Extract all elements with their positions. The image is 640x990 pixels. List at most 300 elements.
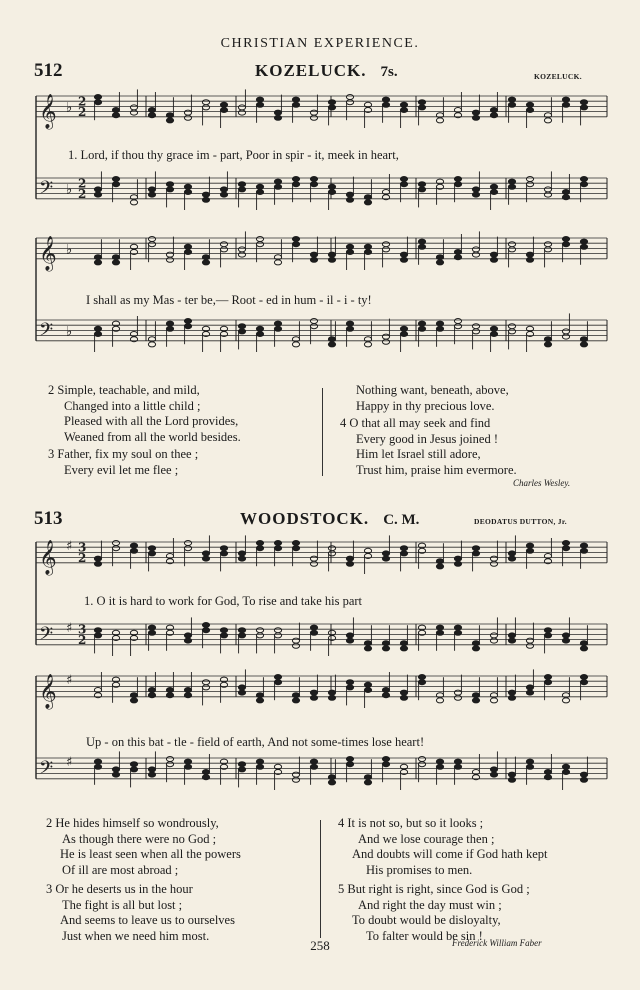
note-head <box>418 675 425 680</box>
note-head <box>256 102 263 107</box>
note-head <box>274 184 281 189</box>
note-head <box>364 682 371 687</box>
note-head <box>580 646 587 651</box>
note-head <box>454 255 461 260</box>
note-head <box>274 110 281 115</box>
note-head <box>274 541 281 546</box>
note-head <box>508 638 515 643</box>
note-head <box>544 680 551 685</box>
verse-line: Nothing want, beneath, above, <box>356 383 509 397</box>
verse <box>46 882 241 944</box>
note-head <box>274 675 281 680</box>
note-head <box>490 184 497 189</box>
key-signature: ♯ <box>66 673 73 689</box>
note-head <box>508 329 515 334</box>
note-head <box>310 324 317 329</box>
note-head <box>508 690 515 695</box>
note-head <box>148 767 155 772</box>
note-head <box>94 633 101 638</box>
note-head <box>346 561 353 566</box>
note-head <box>508 242 515 247</box>
note-head <box>292 97 299 102</box>
note-head <box>544 242 551 247</box>
note-head <box>238 685 245 690</box>
note-head <box>544 770 551 775</box>
verse-line: It is not so, but so it looks ; <box>347 816 484 830</box>
verse-line: Every evil let me flee ; <box>64 462 179 477</box>
note-head <box>346 321 353 326</box>
note-head <box>472 546 479 551</box>
note-head <box>544 675 551 680</box>
note-head <box>472 698 479 703</box>
verse <box>340 383 517 414</box>
note-head <box>292 546 299 551</box>
note-head <box>418 105 425 110</box>
note-head <box>472 329 479 334</box>
note-head <box>112 541 119 546</box>
note-head <box>310 764 317 769</box>
note-head <box>328 342 335 347</box>
note-head <box>292 772 299 777</box>
verse-line: Or he deserts us in the hour <box>55 882 193 896</box>
note-head <box>382 688 389 693</box>
note-head <box>418 244 425 249</box>
note-head <box>526 102 533 107</box>
lyrics-line: 1. Lord, if thou thy grace im - part, Poor in spir - it, meek in heart, <box>68 148 399 162</box>
verse-line: As though there were no God ; <box>62 831 217 846</box>
note-head <box>94 556 101 561</box>
note-head <box>202 556 209 561</box>
column-divider <box>322 388 323 476</box>
note-head <box>472 252 479 257</box>
note-head <box>310 177 317 182</box>
verse-number: 4 <box>340 416 347 430</box>
note-head <box>94 326 101 331</box>
key-signature: ♭ <box>66 182 73 198</box>
note-head <box>274 680 281 685</box>
note-head <box>562 633 569 638</box>
lyrics-line: 1. O it is hard to work for God, To rise and take his part <box>84 594 363 608</box>
note-head <box>148 688 155 693</box>
note-head <box>580 543 587 548</box>
note-head <box>130 110 137 115</box>
note-head <box>148 342 155 347</box>
note-head <box>202 105 209 110</box>
note-head <box>328 690 335 695</box>
note-head <box>526 182 533 187</box>
note-head <box>454 324 461 329</box>
verses-left <box>46 816 241 944</box>
note-head <box>526 638 533 643</box>
note-head <box>580 100 587 105</box>
note-head <box>562 190 569 195</box>
note-head <box>130 105 137 110</box>
note-head <box>580 772 587 777</box>
note-head <box>148 242 155 247</box>
note-head <box>346 757 353 762</box>
note-head <box>238 182 245 187</box>
note-head <box>562 195 569 200</box>
note-head <box>112 177 119 182</box>
note-head <box>436 255 443 260</box>
hymn-number: 512 <box>34 60 63 81</box>
note-head <box>580 177 587 182</box>
key-signature: ♭ <box>66 100 73 116</box>
note-head <box>580 675 587 680</box>
note-head <box>400 551 407 556</box>
note-head <box>382 556 389 561</box>
music-system <box>0 668 640 798</box>
page-header: CHRISTIAN EXPERIENCE. <box>220 36 420 51</box>
note-head <box>346 250 353 255</box>
note-head <box>274 326 281 331</box>
note-head <box>310 110 317 115</box>
note-head <box>274 633 281 638</box>
note-head <box>472 115 479 120</box>
note-head <box>508 556 515 561</box>
note-head <box>292 102 299 107</box>
key-signature: ♭ <box>66 324 73 340</box>
note-head <box>454 625 461 630</box>
note-head <box>490 257 497 262</box>
hymn-composer: DEODATUS DUTTON, Jr. <box>474 517 567 526</box>
note-head <box>184 541 191 546</box>
verse-number: 2 <box>46 816 53 830</box>
note-head <box>310 625 317 630</box>
note-head <box>256 242 263 247</box>
note-head <box>220 633 227 638</box>
note-head <box>328 695 335 700</box>
note-head <box>238 628 245 633</box>
note-head <box>292 698 299 703</box>
verse-line: Father, fix my soul on thee ; <box>57 447 199 461</box>
note-head <box>238 105 245 110</box>
note-head <box>526 548 533 553</box>
note-head <box>526 108 533 113</box>
time-signature: 3 <box>78 540 87 555</box>
note-head <box>346 762 353 767</box>
note-head <box>580 680 587 685</box>
note-head <box>400 646 407 651</box>
verse <box>338 816 547 878</box>
note-head <box>436 630 443 635</box>
note-head <box>256 633 263 638</box>
note-head <box>562 541 569 546</box>
note-head <box>184 184 191 189</box>
note-head <box>580 548 587 553</box>
verses-right <box>340 383 517 478</box>
note-head <box>256 190 263 195</box>
treble-clef: 𝄞 <box>39 235 57 271</box>
note-head <box>364 641 371 646</box>
note-head <box>418 239 425 244</box>
note-head <box>490 190 497 195</box>
note-head <box>148 237 155 242</box>
note-head <box>526 759 533 764</box>
note-head <box>562 97 569 102</box>
author-credit: Charles Wesley. <box>513 478 571 488</box>
note-head <box>184 638 191 643</box>
verse <box>48 447 241 478</box>
note-head <box>220 628 227 633</box>
verse-number: 4 <box>338 816 345 830</box>
note-head <box>562 546 569 551</box>
note-head <box>256 693 263 698</box>
note-head <box>112 113 119 118</box>
note-head <box>490 556 497 561</box>
note-head <box>310 182 317 187</box>
note-head <box>562 242 569 247</box>
note-head <box>148 187 155 192</box>
note-head <box>292 541 299 546</box>
verse <box>338 882 547 944</box>
note-head <box>202 197 209 202</box>
verses-left <box>48 383 241 478</box>
note-head <box>580 777 587 782</box>
note-head <box>364 250 371 255</box>
verse-line: And seems to leave us to ourselves <box>60 913 235 927</box>
note-head <box>364 688 371 693</box>
hymn-title-row <box>240 509 419 529</box>
note-head <box>184 688 191 693</box>
note-head <box>508 179 515 184</box>
note-head <box>454 630 461 635</box>
verse-line: Him let Israel still adore, <box>356 447 481 461</box>
note-head <box>454 690 461 695</box>
note-head <box>94 628 101 633</box>
note-head <box>292 638 299 643</box>
note-head <box>94 255 101 260</box>
note-head <box>220 187 227 192</box>
note-head <box>400 690 407 695</box>
note-head <box>148 108 155 113</box>
note-head <box>490 252 497 257</box>
note-head <box>220 102 227 107</box>
time-signature: 2 <box>78 632 87 647</box>
note-head <box>130 200 137 205</box>
note-head <box>94 187 101 192</box>
note-head <box>562 698 569 703</box>
note-head <box>166 187 173 192</box>
note-head <box>364 195 371 200</box>
note-head <box>418 757 425 762</box>
hymn-meter: 7s. <box>380 64 398 80</box>
note-head <box>472 646 479 651</box>
note-head <box>436 118 443 123</box>
note-head <box>454 177 461 182</box>
note-head <box>148 113 155 118</box>
treble-clef: 𝄞 <box>39 673 57 709</box>
note-head <box>346 244 353 249</box>
note-head <box>346 638 353 643</box>
note-head <box>184 319 191 324</box>
note-head <box>166 326 173 331</box>
note-head <box>202 628 209 633</box>
note-head <box>328 780 335 785</box>
note-head <box>526 543 533 548</box>
note-head <box>274 179 281 184</box>
note-head <box>400 695 407 700</box>
note-head <box>310 695 317 700</box>
note-head <box>382 693 389 698</box>
note-head <box>328 100 335 105</box>
note-head <box>508 772 515 777</box>
note-head <box>508 97 515 102</box>
note-head <box>256 184 263 189</box>
note-head <box>400 641 407 646</box>
key-signature: ♭ <box>66 242 73 258</box>
note-head <box>526 643 533 648</box>
column-divider <box>320 820 321 938</box>
note-head <box>580 239 587 244</box>
note-head <box>256 332 263 337</box>
note-head <box>292 643 299 648</box>
note-head <box>562 237 569 242</box>
note-head <box>508 184 515 189</box>
verse-line: Happy in thy precious love. <box>356 398 495 413</box>
note-head <box>508 551 515 556</box>
note-head <box>400 108 407 113</box>
key-signature: ♯ <box>66 539 73 555</box>
note-head <box>256 326 263 331</box>
time-signature: 2 <box>78 550 87 565</box>
note-head <box>310 257 317 262</box>
note-head <box>472 324 479 329</box>
note-head <box>508 633 515 638</box>
note-head <box>256 546 263 551</box>
note-head <box>166 257 173 262</box>
note-head <box>292 693 299 698</box>
note-head <box>418 100 425 105</box>
note-head <box>400 177 407 182</box>
note-head <box>184 759 191 764</box>
note-head <box>454 561 461 566</box>
note-head <box>472 192 479 197</box>
note-head <box>544 342 551 347</box>
note-head <box>202 775 209 780</box>
note-head <box>328 252 335 257</box>
note-head <box>238 329 245 334</box>
bass-clef: 𝄢 <box>39 623 54 649</box>
note-head <box>454 182 461 187</box>
note-head <box>364 342 371 347</box>
time-signature: 3 <box>78 622 87 637</box>
note-head <box>526 685 533 690</box>
note-head <box>148 772 155 777</box>
note-head <box>544 118 551 123</box>
note-head <box>130 698 137 703</box>
note-head <box>580 337 587 342</box>
note-head <box>130 762 137 767</box>
note-head <box>238 247 245 252</box>
note-head <box>220 242 227 247</box>
note-head <box>292 242 299 247</box>
note-head <box>436 564 443 569</box>
verse-line: Of ill are most abroad ; <box>62 862 179 877</box>
note-head <box>310 690 317 695</box>
note-head <box>364 775 371 780</box>
note-head <box>202 685 209 690</box>
verse-line: Pleased with all the Lord provides, <box>64 414 239 428</box>
note-head <box>382 757 389 762</box>
note-head <box>418 187 425 192</box>
note-head <box>112 260 119 265</box>
verse-line: Weaned from all the world besides. <box>64 429 241 444</box>
note-head <box>364 200 371 205</box>
note-head <box>382 247 389 252</box>
note-head <box>472 641 479 646</box>
time-signature: 2 <box>78 176 87 191</box>
note-head <box>310 630 317 635</box>
note-head <box>472 247 479 252</box>
hymn-title: WOODSTOCK. <box>240 509 370 528</box>
note-head <box>166 688 173 693</box>
note-head <box>184 250 191 255</box>
hymn-title-row <box>255 61 398 81</box>
note-head <box>562 770 569 775</box>
note-head <box>562 764 569 769</box>
note-head <box>166 321 173 326</box>
note-head <box>382 646 389 651</box>
note-head <box>508 247 515 252</box>
verse <box>48 383 241 445</box>
note-head <box>94 192 101 197</box>
note-head <box>418 182 425 187</box>
note-head <box>274 628 281 633</box>
note-head <box>238 187 245 192</box>
note-head <box>364 780 371 785</box>
verses-right <box>338 816 547 944</box>
note-head <box>490 633 497 638</box>
note-head <box>454 759 461 764</box>
note-head <box>562 329 569 334</box>
note-head <box>544 337 551 342</box>
note-head <box>166 693 173 698</box>
note-head <box>526 764 533 769</box>
note-head <box>364 244 371 249</box>
note-head <box>202 255 209 260</box>
bass-clef: 𝄢 <box>39 757 54 783</box>
note-head <box>220 551 227 556</box>
note-head <box>148 551 155 556</box>
verse-line: Trust him, praise him evermore. <box>356 462 517 477</box>
note-head <box>436 326 443 331</box>
note-head <box>202 623 209 628</box>
note-head <box>436 764 443 769</box>
note-head <box>526 257 533 262</box>
note-head <box>490 326 497 331</box>
verse-line: Every good in Jesus joined ! <box>356 431 498 446</box>
author-credit: Frederick William Faber <box>452 938 542 948</box>
note-head <box>364 646 371 651</box>
note-head <box>202 260 209 265</box>
note-head <box>508 695 515 700</box>
note-head <box>580 641 587 646</box>
time-signature: 2 <box>78 104 87 119</box>
note-head <box>166 757 173 762</box>
note-head <box>94 260 101 265</box>
time-signature: 2 <box>78 94 87 109</box>
note-head <box>310 319 317 324</box>
note-head <box>400 182 407 187</box>
note-head <box>382 97 389 102</box>
note-head <box>382 334 389 339</box>
note-head <box>130 543 137 548</box>
note-head <box>94 561 101 566</box>
note-head <box>238 252 245 257</box>
note-head <box>184 244 191 249</box>
note-head <box>454 250 461 255</box>
